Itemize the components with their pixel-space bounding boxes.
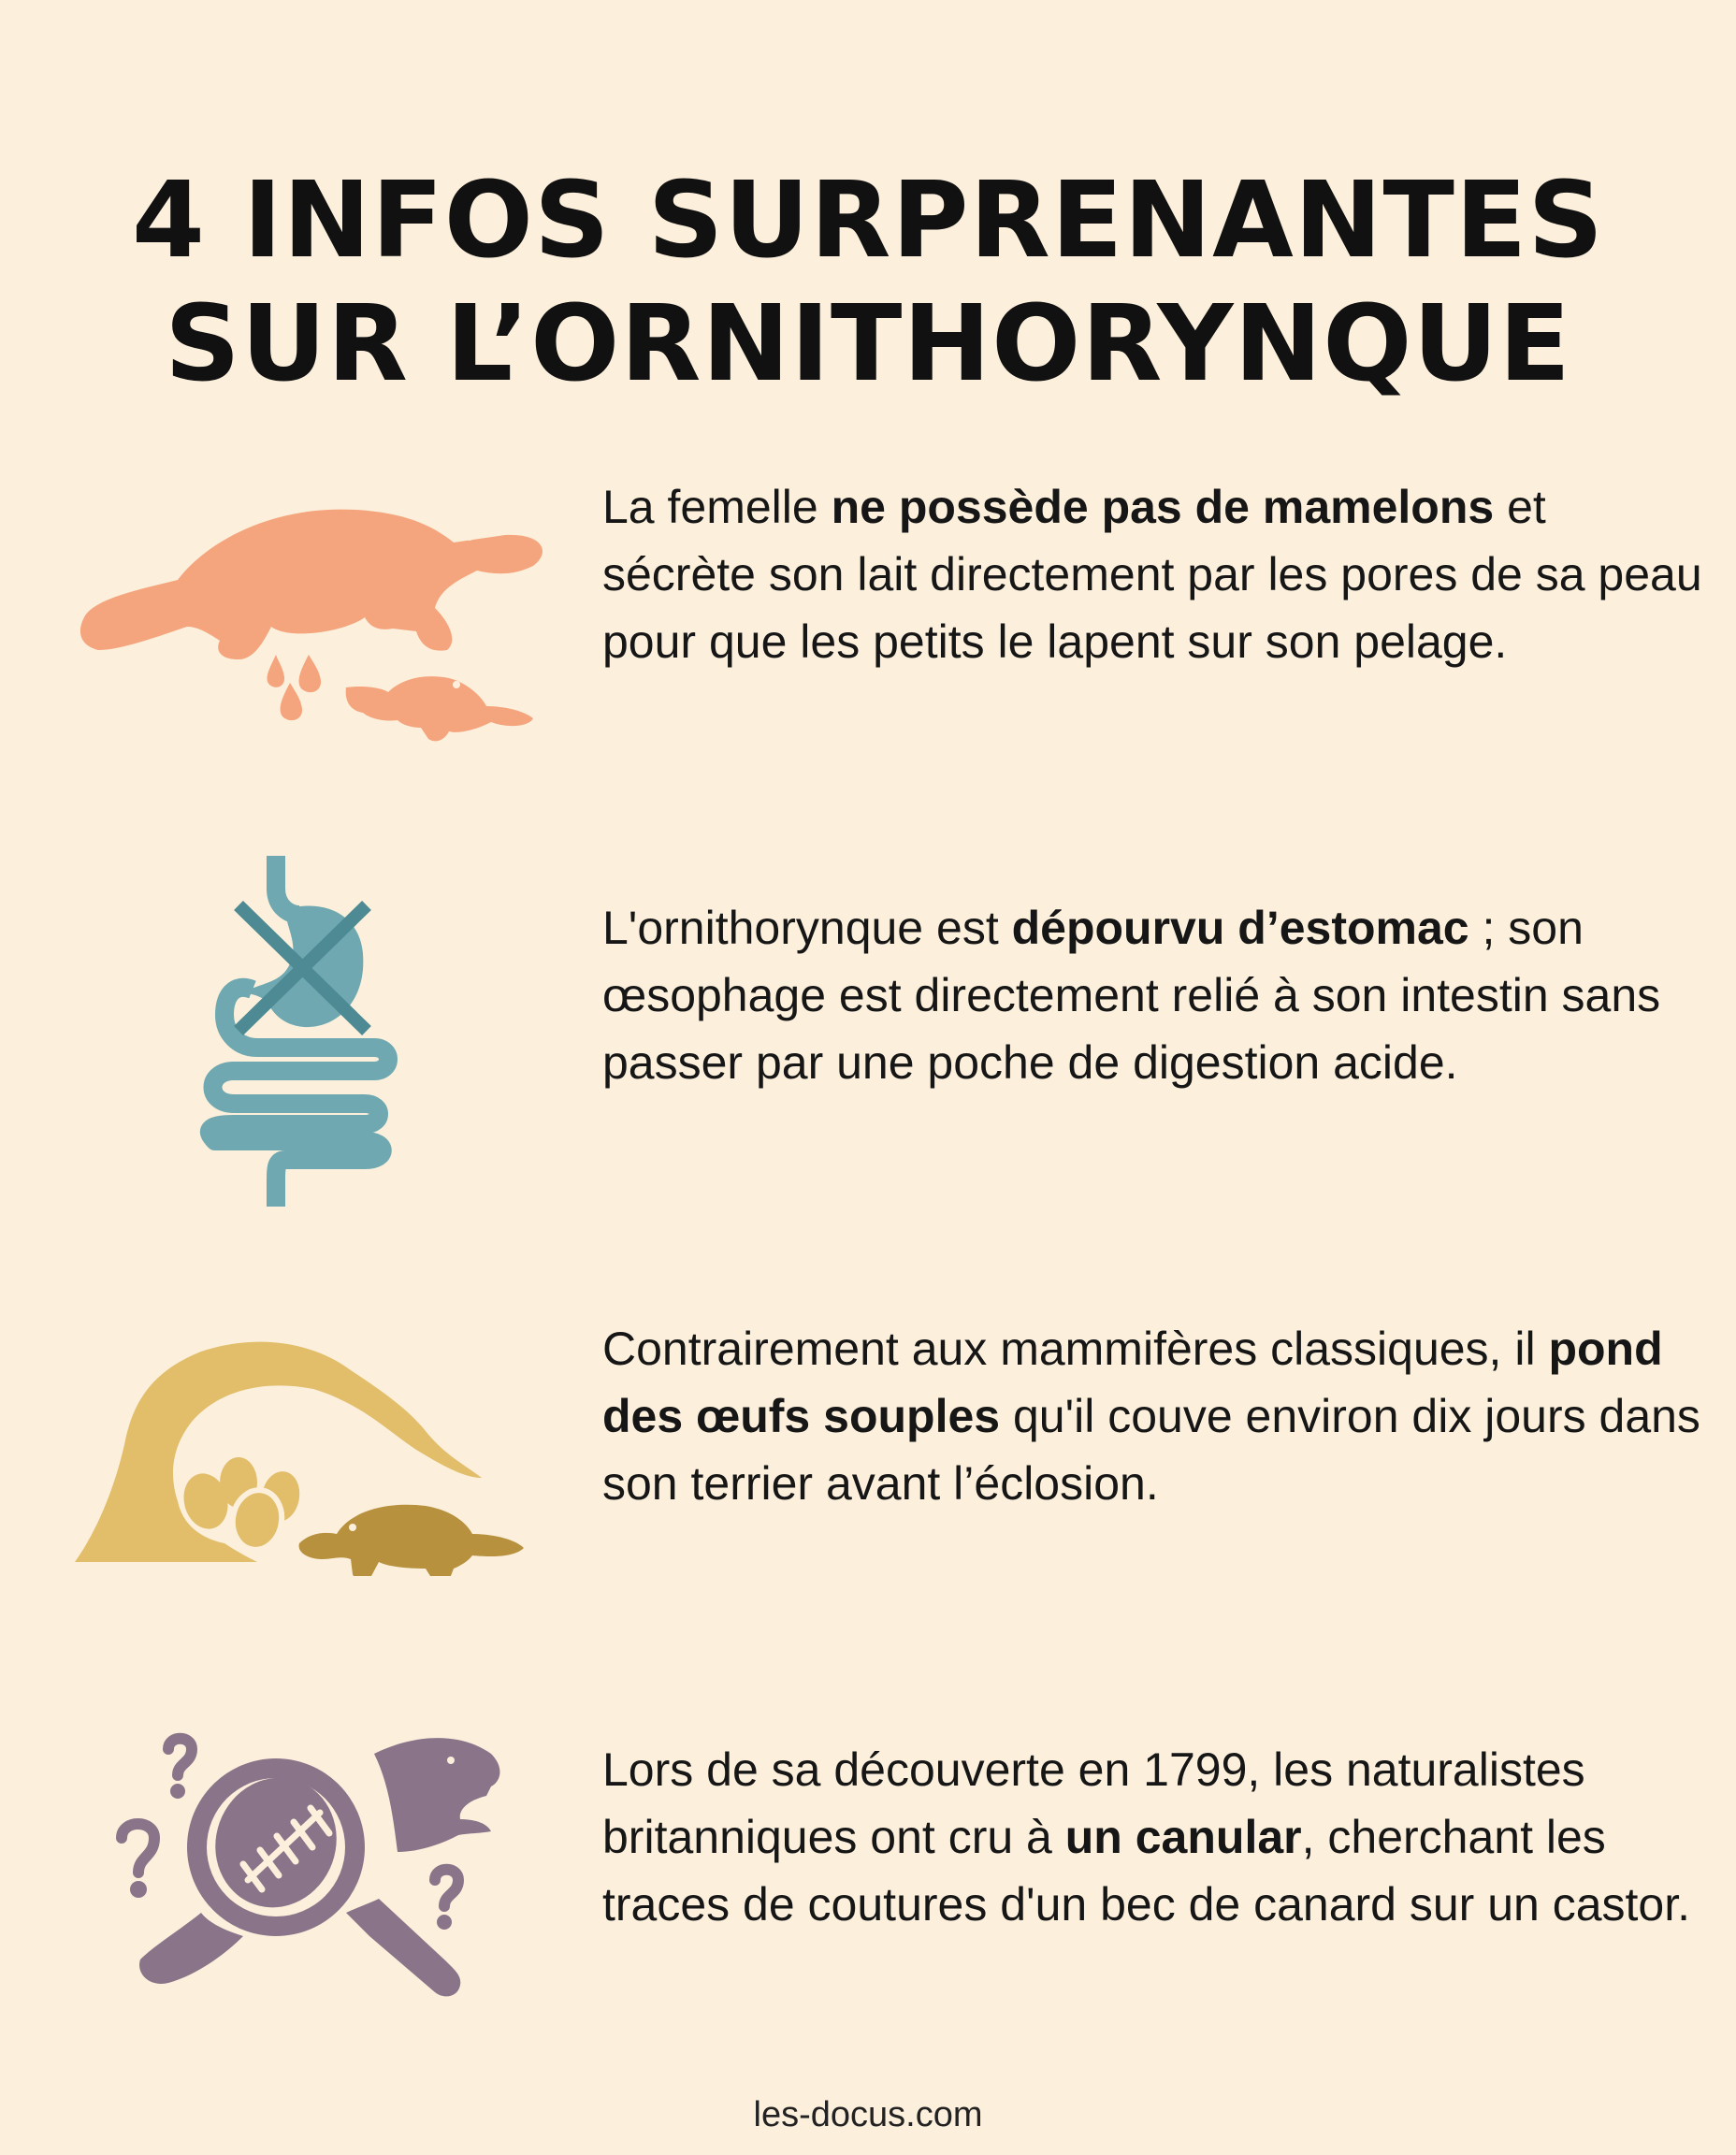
fact-text-bold: dépourvu d’estomac [1011, 902, 1469, 954]
fact-text-bold: pond des œufs souples [602, 1323, 1663, 1442]
fact-text-part: Lors de sa découverte en 1799, les naturalistes britanniques ont cru à [602, 1743, 1585, 1863]
fact-4-text [602, 1736, 1706, 1938]
fact-1-text [602, 473, 1706, 675]
fact-text-part: qu'il couve environ dix jours dans son terrier avant l’éclosion. [602, 1390, 1700, 1510]
fact-text-bold: un canular [1064, 1811, 1302, 1863]
burrow-eggs-platypus-icon [70, 1323, 557, 1576]
fact-3-text [602, 1315, 1706, 1517]
platypus-milk-icon [65, 468, 552, 748]
fact-2-text [602, 894, 1706, 1096]
footer-site-link[interactable]: les-docus.com [753, 2095, 983, 2134]
no-stomach-intestine-icon [196, 851, 421, 1207]
page-title [0, 159, 1736, 406]
fact-text-part: La femelle [602, 481, 832, 533]
fact-text-part: , cherchant les traces de coutures d'un bec de canard sur un castor. [602, 1811, 1691, 1931]
fact-text-bold: ne possède pas de mamelons [831, 481, 1495, 533]
fact-text-part: ; son œsophage est directement relié à son intestin sans passer par une poche de digestion acide. [602, 902, 1661, 1089]
fact-text-part: L'ornithorynque est [602, 902, 1012, 954]
fact-text-part: et sécrète son lait directement par les pores de sa peau pour que les petits le lapent sur son pelage. [602, 481, 1702, 668]
magnifier-beaver-question-icon [112, 1712, 514, 2002]
title-line-2: SUR L’ORNITHORYNQUE [165, 283, 1571, 406]
title-line-1: 4 INFOS SURPRENANTES [131, 160, 1605, 282]
fact-text-part: Contrairement aux mammifères classiques, il [602, 1323, 1549, 1375]
